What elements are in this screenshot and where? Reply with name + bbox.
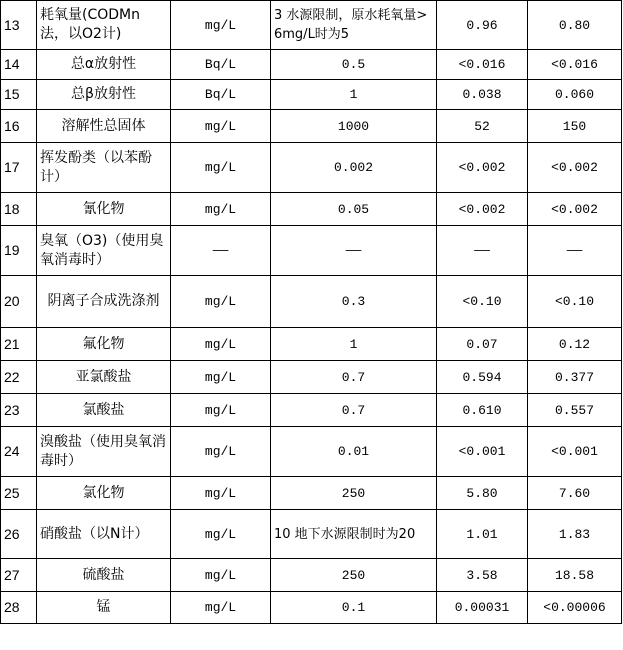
table-row <box>1 510 622 559</box>
result-2: 0.80 <box>528 1 622 50</box>
limit-value: 250 <box>271 477 437 510</box>
unit: mg/L <box>171 427 271 477</box>
result-2: 0.557 <box>528 394 622 427</box>
item-name: 氟化物 <box>37 328 171 361</box>
table-row <box>1 361 622 394</box>
item-name: 臭氧（O3)（使用臭氧消毒时） <box>37 226 171 276</box>
result-1: —— <box>437 226 528 276</box>
result-2: 7.60 <box>528 477 622 510</box>
result-2: 1.83 <box>528 510 622 559</box>
item-name: 锰 <box>37 592 171 624</box>
limit-value: 0.1 <box>271 592 437 624</box>
unit: —— <box>171 226 271 276</box>
item-name: 硝酸盐（以N计） <box>37 510 171 559</box>
row-number: 26 <box>1 510 37 559</box>
result-1: 3.58 <box>437 559 528 592</box>
limit-value: —— <box>271 226 437 276</box>
unit: mg/L <box>171 1 271 50</box>
table-row <box>1 328 622 361</box>
limit-value: 1000 <box>271 110 437 143</box>
result-1: 0.610 <box>437 394 528 427</box>
result-1: <0.016 <box>437 50 528 80</box>
table-row <box>1 394 622 427</box>
row-number: 18 <box>1 193 37 226</box>
unit: mg/L <box>171 361 271 394</box>
item-name: 总β放射性 <box>37 80 171 110</box>
result-2: <0.001 <box>528 427 622 477</box>
limit-value: 3 水源限制，原水耗氧量>6mg/L时为5 <box>271 1 437 50</box>
item-name: 总α放射性 <box>37 50 171 80</box>
limit-value: 0.3 <box>271 276 437 328</box>
result-1: <0.002 <box>437 143 528 193</box>
unit: mg/L <box>171 328 271 361</box>
result-2: 18.58 <box>528 559 622 592</box>
unit: mg/L <box>171 110 271 143</box>
row-number: 13 <box>1 1 37 50</box>
item-name: 溶解性总固体 <box>37 110 171 143</box>
table-row <box>1 110 622 143</box>
unit: mg/L <box>171 559 271 592</box>
table-row <box>1 559 622 592</box>
row-number: 23 <box>1 394 37 427</box>
item-name: 氯酸盐 <box>37 394 171 427</box>
row-number: 21 <box>1 328 37 361</box>
table-row <box>1 427 622 477</box>
limit-value: 0.7 <box>271 394 437 427</box>
row-number: 17 <box>1 143 37 193</box>
result-2: 0.377 <box>528 361 622 394</box>
item-name: 氯化物 <box>37 477 171 510</box>
item-name: 溴酸盐（使用臭氧消毒时） <box>37 427 171 477</box>
result-1: 1.01 <box>437 510 528 559</box>
row-number: 28 <box>1 592 37 624</box>
row-number: 19 <box>1 226 37 276</box>
limit-value: 1 <box>271 328 437 361</box>
result-1: <0.002 <box>437 193 528 226</box>
unit: mg/L <box>171 592 271 624</box>
unit: Bq/L <box>171 50 271 80</box>
result-1: 0.038 <box>437 80 528 110</box>
result-2: <0.002 <box>528 193 622 226</box>
table-row <box>1 276 622 328</box>
limit-value: 0.7 <box>271 361 437 394</box>
unit: Bq/L <box>171 80 271 110</box>
result-2: <0.10 <box>528 276 622 328</box>
limit-value: 0.002 <box>271 143 437 193</box>
row-number: 14 <box>1 50 37 80</box>
result-2: —— <box>528 226 622 276</box>
row-number: 22 <box>1 361 37 394</box>
unit: mg/L <box>171 193 271 226</box>
table-row <box>1 226 622 276</box>
result-1: 0.594 <box>437 361 528 394</box>
table-row <box>1 143 622 193</box>
table-row <box>1 1 622 50</box>
result-2: 150 <box>528 110 622 143</box>
unit: mg/L <box>171 143 271 193</box>
result-2: 0.060 <box>528 80 622 110</box>
table-row <box>1 193 622 226</box>
result-1: 0.96 <box>437 1 528 50</box>
limit-value: 0.05 <box>271 193 437 226</box>
table-row <box>1 477 622 510</box>
unit: mg/L <box>171 394 271 427</box>
limit-value: 1 <box>271 80 437 110</box>
unit: mg/L <box>171 510 271 559</box>
row-number: 25 <box>1 477 37 510</box>
limit-value: 0.5 <box>271 50 437 80</box>
result-2: <0.00006 <box>528 592 622 624</box>
result-2: <0.002 <box>528 143 622 193</box>
row-number: 27 <box>1 559 37 592</box>
item-name: 亚氯酸盐 <box>37 361 171 394</box>
limit-value: 0.01 <box>271 427 437 477</box>
row-number: 16 <box>1 110 37 143</box>
result-1: 52 <box>437 110 528 143</box>
item-name: 耗氧量(CODMn法，以O2计) <box>37 1 171 50</box>
row-number: 15 <box>1 80 37 110</box>
result-1: <0.001 <box>437 427 528 477</box>
unit: mg/L <box>171 276 271 328</box>
unit: mg/L <box>171 477 271 510</box>
limit-value: 10 地下水源限制时为20 <box>271 510 437 559</box>
table-row <box>1 592 622 624</box>
result-1: 0.00031 <box>437 592 528 624</box>
table-row <box>1 50 622 80</box>
result-1: <0.10 <box>437 276 528 328</box>
row-number: 24 <box>1 427 37 477</box>
result-1: 0.07 <box>437 328 528 361</box>
item-name: 阴离子合成洗涤剂 <box>37 276 171 328</box>
row-number: 20 <box>1 276 37 328</box>
limit-value: 250 <box>271 559 437 592</box>
result-2: 0.12 <box>528 328 622 361</box>
result-1: 5.80 <box>437 477 528 510</box>
item-name: 挥发酚类（以苯酚计） <box>37 143 171 193</box>
result-2: <0.016 <box>528 50 622 80</box>
item-name: 硫酸盐 <box>37 559 171 592</box>
table-row <box>1 80 622 110</box>
item-name: 氰化物 <box>37 193 171 226</box>
